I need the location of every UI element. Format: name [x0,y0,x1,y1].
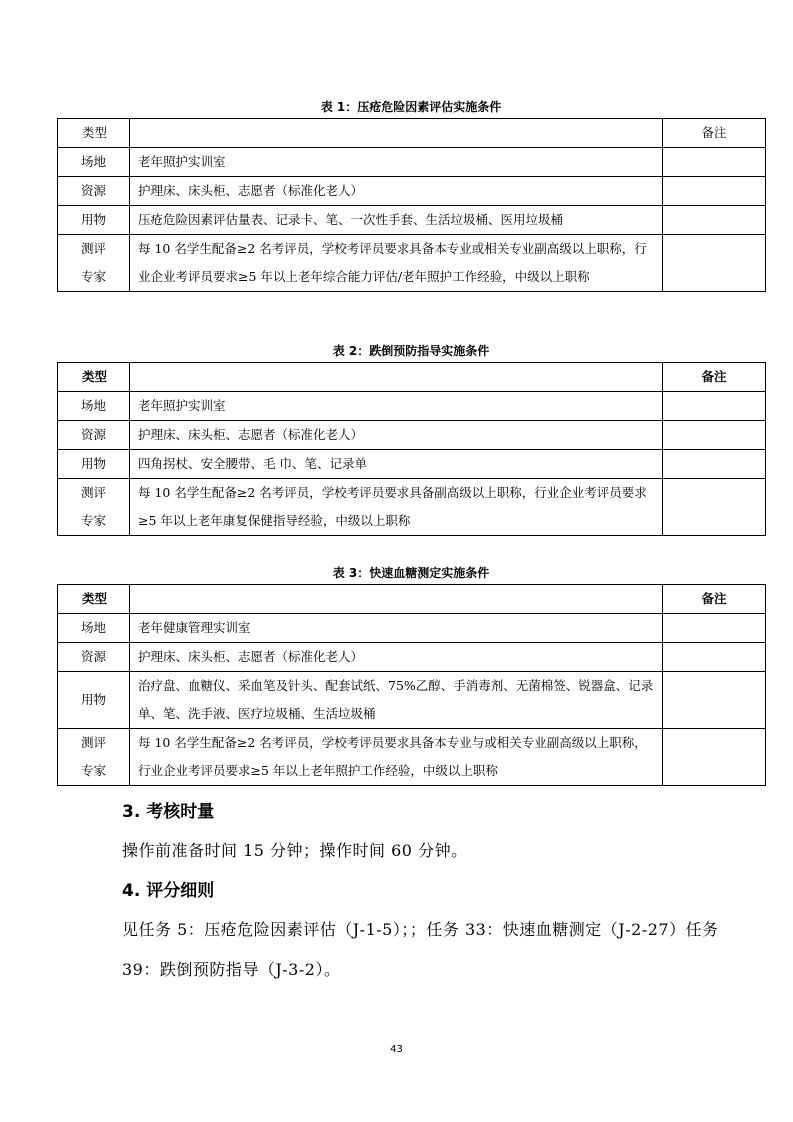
section3-text: 操作前准备时间 15 分钟；操作时间 60 分钟。 [122,841,468,860]
table3-head-content [130,585,663,614]
row-type [58,235,130,292]
table1-header-row [58,119,766,148]
expert-type-line1: 测评 [80,735,106,750]
row-remark [663,206,766,235]
row-remark [663,421,766,450]
table-row [58,479,766,536]
table1-caption: 表 1：压疮危险因素评估实施条件 [320,100,502,114]
table-row [58,421,766,450]
table2 [57,362,766,536]
row-type: 用物 [58,450,130,479]
row-remark [663,643,766,672]
row-type: 资源 [58,643,130,672]
table1-head-remark: 备注 [663,119,766,148]
row-content: 老年照护实训室 [130,148,663,177]
row-type: 场地 [58,148,130,177]
row-type: 用物 [58,672,130,729]
expert-type-line2: 专家 [80,763,106,778]
table2-header-row [58,363,766,392]
row-remark [663,479,766,536]
table1 [57,118,766,292]
row-content: 老年照护实训室 [130,392,663,421]
table-row [58,450,766,479]
row-type [58,729,130,786]
page-number: 43 [390,1044,403,1055]
expert-type-line1: 测评 [80,485,106,500]
table-row [58,643,766,672]
section4-text: 见任务 5：压疮危险因素评估（J-1-5）；；任务 33：快速血糖测定（J-2-27）任务 39：跌倒预防指导（J-3-2）。 [122,920,719,979]
table-row [58,206,766,235]
row-remark [663,148,766,177]
table3-header-row [58,585,766,614]
table-row [58,177,766,206]
row-content: 老年健康管理实训室 [130,614,663,643]
table2-head-type: 类型 [58,363,130,392]
row-remark [663,392,766,421]
row-content: 四角拐杖、安全腰带、毛 巾、笔、记录单 [130,450,663,479]
row-remark [663,177,766,206]
row-content: 每 10 名学生配备≥2 名考评员，学校考评员要求具备本专业与或相关专业副高级以上职称，行业企业考评员要求≥5 年以上老年照护工作经验，中级以上职称 [130,729,663,786]
row-remark [663,235,766,292]
row-remark [663,614,766,643]
row-content: 护理床、床头柜、志愿者（标准化老人） [130,421,663,450]
row-content: 每 10 名学生配备≥2 名考评员，学校考评员要求具备副高级以上职称，行业企业考评员要求≥5 年以上老年康复保健指导经验，中级以上职称 [130,479,663,536]
table-row [58,672,766,729]
row-type [58,479,130,536]
table2-head-content [130,363,663,392]
table1-head-type: 类型 [58,119,130,148]
table-row [58,392,766,421]
table-row [58,148,766,177]
table-row [58,235,766,292]
table2-caption: 表 2：跌倒预防指导实施条件 [332,344,490,358]
row-content: 护理床、床头柜、志愿者（标准化老人） [130,643,663,672]
table3-head-type: 类型 [58,585,130,614]
row-content: 护理床、床头柜、志愿者（标准化老人） [130,177,663,206]
row-type: 场地 [58,392,130,421]
expert-type-line1: 测评 [80,241,106,256]
table1-head-content [130,119,663,148]
row-remark [663,672,766,729]
row-remark [663,729,766,786]
table2-head-remark: 备注 [663,363,766,392]
section3-heading: 3. 考核时量 [122,802,215,822]
row-type: 资源 [58,177,130,206]
row-type: 场地 [58,614,130,643]
expert-type-line2: 专家 [80,269,106,284]
table3 [57,584,766,786]
row-type: 资源 [58,421,130,450]
table-row [58,614,766,643]
table3-caption: 表 3：快速血糖测定实施条件 [332,566,490,580]
table-row [58,729,766,786]
row-content: 治疗盘、血糖仪、采血笔及针头、配套试纸、75%乙醇、手消毒剂、无菌棉签、锐器盒、记录单、笔、洗手液、医疗垃圾桶、生活垃圾桶 [130,672,663,729]
row-content: 每 10 名学生配备≥2 名考评员，学校考评员要求具备本专业或相关专业副高级以上职称，行业企业考评员要求≥5 年以上老年综合能力评估/老年照护工作经验，中级以上职称 [130,235,663,292]
row-content: 压疮危险因素评估量表、记录卡、笔、一次性手套、生活垃圾桶、医用垃圾桶 [130,206,663,235]
row-remark [663,450,766,479]
table3-head-remark: 备注 [663,585,766,614]
expert-type-line2: 专家 [80,513,106,528]
section4-heading: 4. 评分细则 [122,881,215,901]
row-type: 用物 [58,206,130,235]
